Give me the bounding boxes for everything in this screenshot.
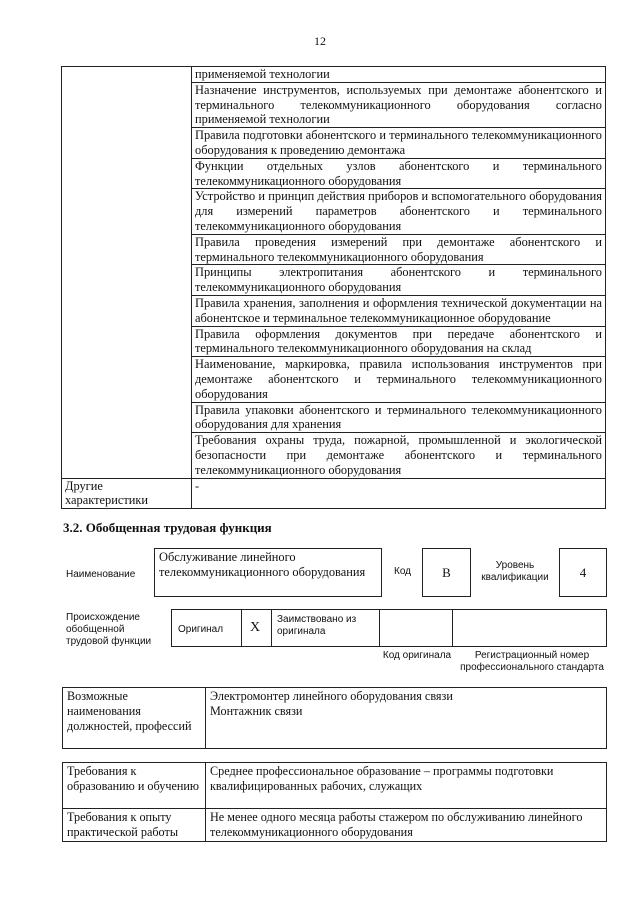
divider (452, 609, 453, 647)
list-item: Назначение инструментов, используемых при демонтаже абонентского и терминального телекоммуникационного оборудования согласно применяемой технологии (192, 82, 606, 127)
list-item: Правила подготовки абонентского и терминального телекоммуникационного оборудования к проведению демонтажа (192, 128, 606, 159)
position-item: Электромонтер линейного оборудования связи (210, 689, 453, 703)
education-value: Среднее профессиональное образование – программы подготовки квалифицированных рабочих, служащих (206, 763, 607, 809)
function-name-box (154, 548, 382, 597)
origin-label: Происхождение обобщенной трудовой функции (66, 612, 152, 647)
name-label: Наименование (66, 569, 136, 580)
table-row (62, 67, 606, 83)
experience-value: Не менее одного месяца работы стажером по обслуживанию линейного телекоммуникационного оборудования (206, 809, 607, 842)
list-item: Правила хранения, заполнения и оформления технической документации на абонентское и терминальное телекоммуникационное оборудование (192, 295, 606, 326)
list-item: Правила проведения измерений при демонтаже абонентского и терминального телекоммуникационного оборудования (192, 234, 606, 265)
positions-values-cell (206, 688, 607, 749)
experience-label: Требования к опыту практической работы (63, 809, 206, 842)
function-name-value: Обслуживание линейного телекоммуникационного оборудования (159, 550, 366, 579)
table-row (62, 478, 606, 509)
list-item: применяемой технологии (192, 67, 606, 83)
other-characteristics-label: Другие характеристики (62, 478, 192, 509)
positions-table (62, 687, 607, 749)
borrowed-label: Заимствовано из оригинала (277, 614, 357, 637)
reg-number-caption: Регистрационный номер профессионального стандарта (460, 650, 604, 673)
table-row (63, 763, 607, 809)
table-row (63, 809, 607, 842)
list-item: Устройство и принцип действия приборов и вспомогательного оборудования для измерений параметров абонентского и терминального телекоммуникационного оборудования (192, 189, 606, 234)
list-item: Функции отдельных узлов абонентского и терминального телекоммуникационного оборудования (192, 158, 606, 189)
table-row (63, 688, 607, 749)
divider (241, 609, 242, 647)
level-value: 4 (579, 565, 587, 580)
positions-label: Возможные наименования должностей, профессий (63, 688, 206, 749)
position-item: Монтажник связи (210, 704, 303, 718)
original-mark: X (250, 620, 261, 635)
code-original-caption: Код оригинала (382, 650, 452, 661)
original-label: Оригинал (178, 624, 224, 635)
list-item: Принципы электропитания абонентского и терминального телекоммуникационного оборудования (192, 265, 606, 296)
code-value-box (422, 548, 471, 597)
list-item: Требования охраны труда, пожарной, промышленной и экологической безопасности при демонтаже абонентского и терминального телекоммуникационного оборудования (192, 433, 606, 478)
origin-box (171, 609, 607, 647)
level-value-box (559, 548, 607, 597)
code-value: B (442, 565, 451, 580)
other-characteristics-value: - (192, 478, 606, 509)
requirements-table (62, 762, 607, 842)
divider (379, 609, 380, 647)
competency-table (61, 66, 606, 509)
education-label: Требования к образованию и обучению (63, 763, 206, 809)
page-number: 12 (314, 34, 326, 48)
level-label: Уровень квалификации (481, 560, 549, 583)
code-label: Код (394, 566, 412, 577)
section-title: 3.2. Обобщенная трудовая функция (63, 520, 272, 535)
list-item: Правила упаковки абонентского и терминального телекоммуникационного оборудования для хранения (192, 402, 606, 433)
divider (271, 609, 272, 647)
table-label-cell (62, 67, 192, 479)
list-item: Правила оформления документов при передаче абонентского и терминального телекоммуникационного оборудования на склад (192, 326, 606, 357)
list-item: Наименование, маркировка, правила использования инструментов при демонтаже абонентского и терминального телекоммуникационного оборудования (192, 357, 606, 402)
